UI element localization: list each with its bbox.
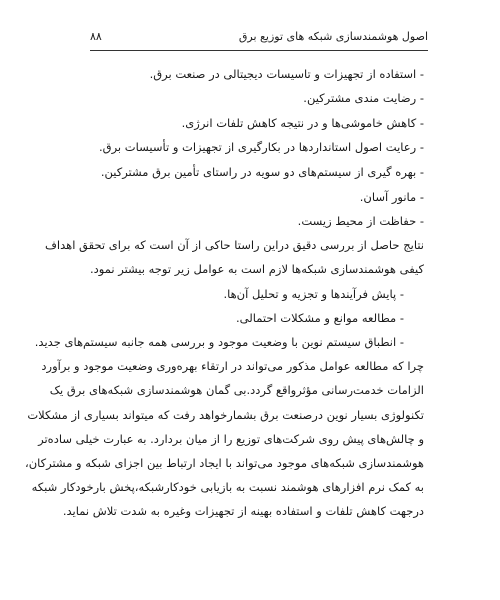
paragraph-line: هوشمندسازی شبکه‌های موجود می‌تواند با ایجاد ارتباط بین اجزای شبکه و مشترکان، xyxy=(24,456,424,470)
paragraph-line: به کمک نرم افزارهای هوشمند نسبت به بازیابی خودکارشبکه،پخش بارخودکار شبکه xyxy=(31,480,424,494)
list-item: - حفاظت از محیط زیست. xyxy=(297,214,424,228)
running-header xyxy=(90,26,428,51)
list-item: - استفاده از تجهیزات و تاسیسات دیجیتالی در صنعت برق. xyxy=(149,67,424,81)
sub-list-item: - انطباق سیستم نوین با وضعیت موجود و بررسی همه جانبه سیستم‌های جدید. xyxy=(34,335,404,349)
paragraph-line: و چالش‌های پیش روی شرکت‌های توزیع را از میان بردارد. به عبارت خیلی ساده‌تر xyxy=(38,432,424,446)
sub-list-item: - پایش فرآیندها و تجزیه و تحلیل آن‌ها. xyxy=(223,287,404,301)
header-title: اصول هوشمندسازی شبکه های توزیع برق xyxy=(238,30,428,43)
list-item: - بهره گیری از سیستم‌های دو سویه در راستای تأمین برق مشترکین. xyxy=(100,165,424,179)
page-number: ۸۸ xyxy=(90,30,102,43)
paragraph-line: چرا که مطالعه عوامل مذکور می‌تواند در ارتقاء بهره‌وری وضعیت موجود و برآورد xyxy=(41,359,424,373)
list-item: - رضایت مندی مشترکین. xyxy=(303,91,424,105)
paragraph-line: تکنولوژی بسیار نوین درصنعت برق بشمارخواهد رفت که میتواند بسیاری از مشکلات xyxy=(27,408,424,422)
sub-list-item: - مطالعه موانع و مشکلات احتمالی. xyxy=(235,311,404,325)
paragraph-line: درجهت کاهش تلفات و استفاده بهینه از تجهیزات وغیره به شدت تلاش نماید. xyxy=(62,504,424,518)
paragraph-line: نتایج حاصل از بررسی دقیق دراین راستا حاکی از آن است که برای تحقق اهداف xyxy=(44,238,424,252)
paragraph-line: الزامات خدمت‌رسانی مؤثرواقع گردد.بی گمان هوشمندسازی شبکه‌های برق یک xyxy=(49,383,424,397)
list-item: - مانور آسان. xyxy=(359,190,424,204)
list-item: - رعایت اصول استانداردها در بکارگیری از تجهیزات و تأسیسات برق. xyxy=(98,140,424,154)
paragraph-line: کیفی هوشمندسازی شبکه‌ها لازم است به عوامل زیر توجه بیشتر نمود. xyxy=(90,262,424,276)
list-item: - کاهش خاموشی‌ها و در نتیجه کاهش تلفات انرژی. xyxy=(181,116,424,130)
